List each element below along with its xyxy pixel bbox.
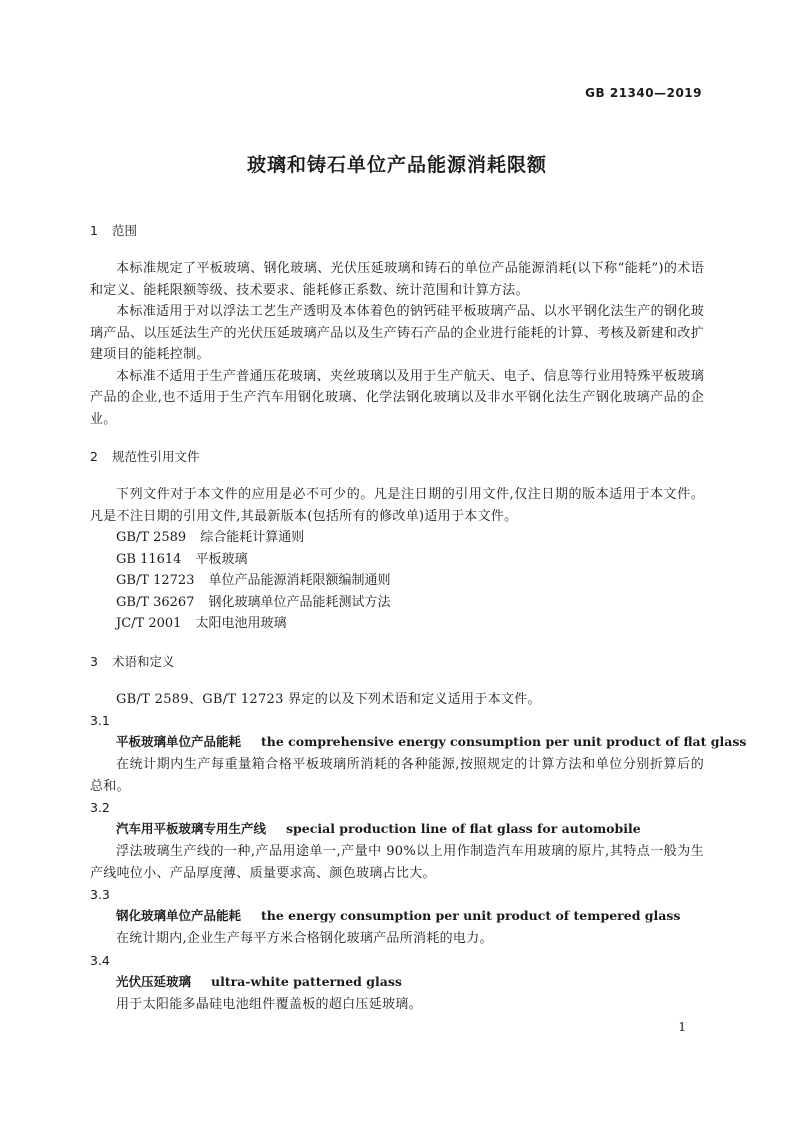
paragraph: GB/T 2589、GB/T 12723 界定的以及下列术语和定义适用于本文件。: [116, 691, 541, 707]
term-title: 光伏压延玻璃 ultra-white patterned glass: [116, 973, 402, 989]
term-definition: 浮法玻璃生产线的一种,产品用途单一,产量中 90%以上用作制造汽车用玻璃的原片,其特点一般为生产线吨位小、产品厚度薄、质量要求高、颜色玻璃占比大。: [90, 844, 704, 881]
standard-code: GB 21340—2019: [585, 86, 702, 100]
term-definition: 用于太阳能多晶硅电池组件覆盖板的超白压延玻璃。: [116, 996, 422, 1012]
section-heading: 1 范围: [90, 223, 138, 238]
page-number: 1: [678, 1020, 686, 1034]
term-number: 3.1: [90, 713, 110, 728]
term-definition: 在统计期内,企业生产每平方米合格钢化玻璃产品所消耗的电力。: [116, 931, 493, 946]
term-title: 汽车用平板玻璃专用生产线 special production line of flat glass for automobile: [116, 821, 641, 836]
reference-item: GB 11614 平板玻璃: [116, 551, 248, 567]
reference-item: JC/T 2001 太阳电池用玻璃: [116, 616, 287, 631]
section-heading: 3 术语和定义: [90, 653, 175, 669]
section-heading: 2 规范性引用文件: [90, 449, 200, 464]
term-title: 平板玻璃单位产品能耗 the comprehensive energy consumption per unit product of flat glass: [116, 734, 747, 749]
paragraph: 本标准规定了平板玻璃、钢化玻璃、光伏压延玻璃和铸石的单位产品能源消耗(以下称“能耗”)的术语和定义、能耗限额等级、技术要求、能耗修正系数、统计范围和计算方法。: [90, 261, 704, 298]
paragraph: 本标准适用于对以浮法工艺生产透明及本体着色的钠钙硅平板玻璃产品、以水平钢化法生产的钢化玻璃产品、以压延法生产的光伏压延玻璃产品以及生产铸石产品的企业进行能耗的计算、考核及新建和改扩建项目的能耗控制。: [90, 304, 704, 362]
paragraph: 下列文件对于本文件的应用是必不可少的。凡是注日期的引用文件,仅注日期的版本适用于本文件。凡是不注日期的引用文件,其最新版本(包括所有的修改单)适用于本文件。: [90, 487, 704, 524]
term-number: 3.2: [90, 800, 110, 815]
document-body: [90, 220, 747, 1015]
paragraph: 本标准不适用于生产普通压花玻璃、夹丝玻璃以及用于生产航天、电子、信息等行业用特殊平板玻璃产品的企业,也不适用于生产汽车用钢化玻璃、化学法钢化玻璃以及非水平钢化法生产钢化玻璃产品的企业。: [90, 368, 704, 427]
term-title: 钢化玻璃单位产品能耗 the energy consumption per unit product of tempered glass: [116, 908, 681, 923]
term-number: 3.3: [90, 887, 110, 902]
term-definition: 在统计期内生产每重量箱合格平板玻璃所消耗的各种能源,按照规定的计算方法和单位分别折算后的总和。: [90, 757, 704, 794]
reference-item: GB/T 36267 钢化玻璃单位产品能耗测试方法: [116, 594, 391, 610]
document-title: 玻璃和铸石单位产品能源消耗限额: [246, 154, 547, 176]
term-number: 3.4: [90, 952, 110, 968]
reference-item: GB/T 12723 单位产品能源消耗限额编制通则: [116, 573, 391, 588]
reference-item: GB/T 2589 综合能耗计算通则: [116, 530, 305, 545]
